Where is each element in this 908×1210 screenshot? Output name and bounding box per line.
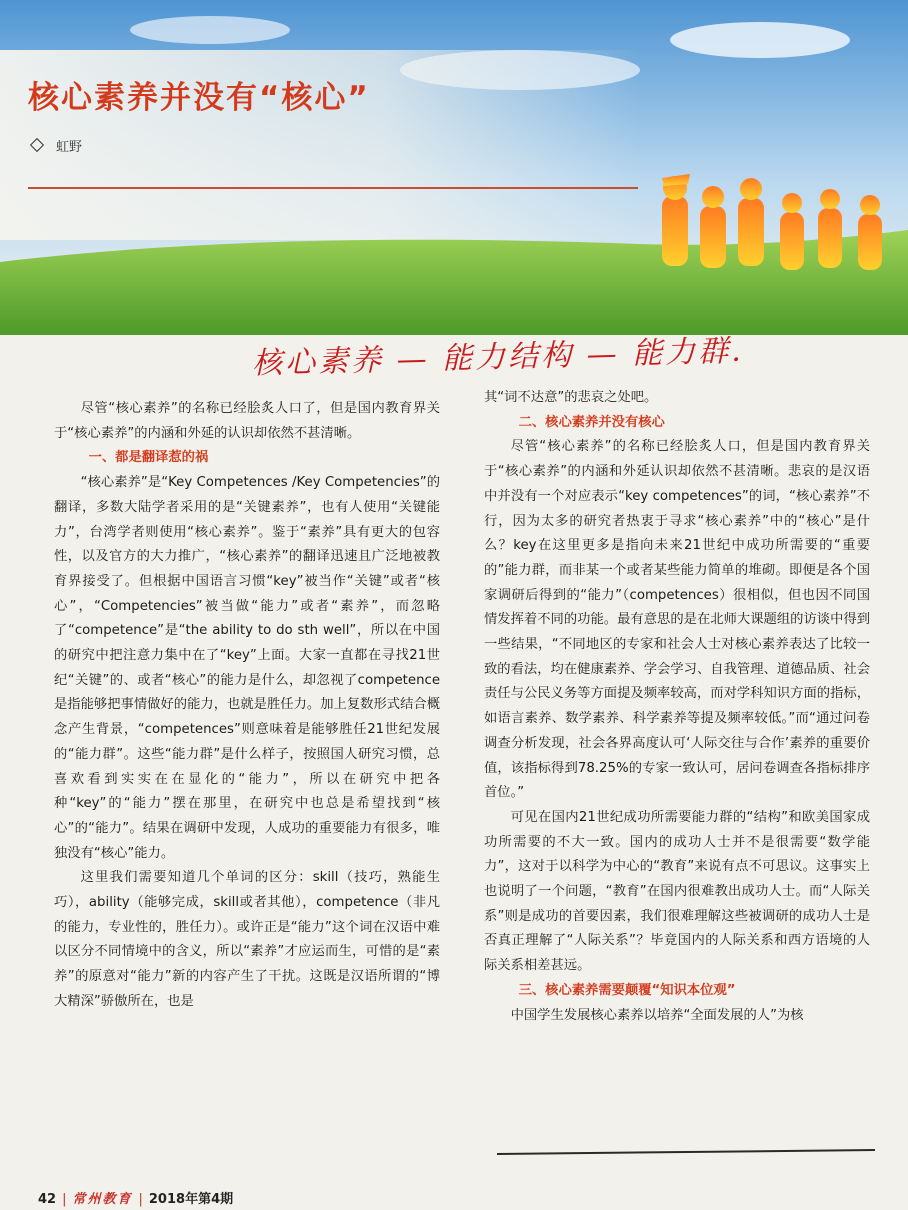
issue-label: 2018年第4期 <box>148 1192 234 1207</box>
author-name: 虹野 <box>56 140 83 155</box>
paragraph: 尽管“核心素养”的名称已经脍炙人口了，但是国内教育界关于“核心素养”的内涵和外延的认识却依然不甚清晰。 <box>54 401 440 441</box>
article-title: 核心素养并没有“核心” <box>28 80 370 116</box>
diamond-icon <box>30 138 44 152</box>
paragraph: “核心素养”是“Key Competences /Key Competencies”的翻译，多数大陆学者采用的是“关键素养”，也有人使用“关键能力”，台湾学者则使用“核心素养”。鉴于“素养”具有更大的包容性，以及官方的大力推广，“核心素养”的翻译迅速且广泛地被教育界接受了。但根据中国语言习惯“key”被当作“关键”或者“核心”，“Competencies”被当做“能力”或者“素养”，而忽略了“competence”是“the ability to do sth well”，所以在中国的研究中把注意力集中在了“key”上面。大家一直都在寻找21世纪“关键”的、或者“核心”的能力是什么，却忽视了competence是指能够把事情做好的能力，也就是胜任力。加上复数形式结合概念产生背景，“competences”则意味着是能够胜任21世纪发展的“能力群”。这些“能力群”是什么样子，按照国人研究习惯，总喜欢看到实实在在显化的“能力”，所以在研究中把各种“key”的“能力”摆在那里，在研究中也总是希望找到“核心”的“能力”。结果在调研中发现，人成功的重要能力有很多，唯独没有“核心”能力。 <box>54 475 440 861</box>
handwritten-annotation: 核心素养 — 能力结构 — 能力群. <box>251 333 745 382</box>
paragraph: 中国学生发展核心素养以培养“全面发展的人”为核 <box>510 1007 804 1023</box>
page-number: 42 <box>38 1192 57 1207</box>
title-divider <box>28 187 638 189</box>
author-line <box>32 136 82 155</box>
left-column <box>54 397 440 1015</box>
footer-separator: | <box>138 1192 143 1207</box>
right-column <box>484 386 870 1028</box>
page-footer <box>38 1188 233 1207</box>
handwritten-underline <box>497 1149 875 1155</box>
footer-separator: | <box>62 1192 67 1207</box>
journal-name: 常州教育 <box>72 1192 133 1207</box>
section-heading: 一、都是翻译惹的祸 <box>88 450 209 466</box>
section-heading: 三、核心素养需要颠覆“知识本位观” <box>518 982 736 998</box>
section-heading: 二、核心素养并没有核心 <box>518 414 665 430</box>
paragraph: 可见在国内21世纪成功所需要能力群的“结构”和欧美国家成功所需要的不大一致。国内的成功人士并不是很需要“数学能力”，这对于以科学为中心的“教育”来说有点不可思议。这事实上也说明了一个问题，“教育”在国内很难教出成功人士。而“人际关系”则是成功的首要因素，我们很难理解这些被调研的成功人士是否真正理解了“人际关系”？毕竟国内的人际关系和西方语境的人际关系相差甚远。 <box>484 809 870 974</box>
paragraph: 其“词不达意”的悲哀之处吧。 <box>484 390 658 405</box>
paragraph: 尽管“核心素养”的名称已经脍炙人口，但是国内教育界关于“核心素养”的内涵和外延认识却依然不甚清晰。悲哀的是汉语中并没有一个对应表示“key competences”的词，“核心素养”不行，因为太多的研究者热衷于寻求“核心素养”中的“核心”是什么？key在这里更多是指向未来21世纪中成功所需要的“重要的”能力群，而非某一个或者某些能力简单的堆砌。即便是各个国家调研后得到的“能力”（competences）很相似，但也因不同国情发挥着不同的功能。最有意思的是在北师大课题组的访谈中得到一些结果，“不同地区的专家和社会人士对核心素养表达了比较一致的看法，均在健康素养、学会学习、自我管理、道德品质、社会责任与公民义务等方面提及频率较高，而对学科知识方面的指标，如语言素养、数学素养、科学素养等提及频率较低。”而“通过问卷调查分析发现，社会各界高度认可‘人际交往与合作’素养的重要价值，该指标得到78.25%的专家一致认可，居问卷调查各指标排序首位。” <box>484 439 870 801</box>
paragraph: 这里我们需要知道几个单词的区分：skill（技巧，熟能生巧），ability（能够完成，skill或者其他），competence（非凡的能力，专业性的，胜任力）。或许正是“能力”这个词在汉语中难以区分不同情境中的含义，所以“素养”才应运而生，可惜的是“素养”的原意对“能力”新的内容产生了干扰。这既是汉语所谓的“博大精深”骄傲所在，也是 <box>54 870 440 1009</box>
header-banner <box>0 0 908 335</box>
